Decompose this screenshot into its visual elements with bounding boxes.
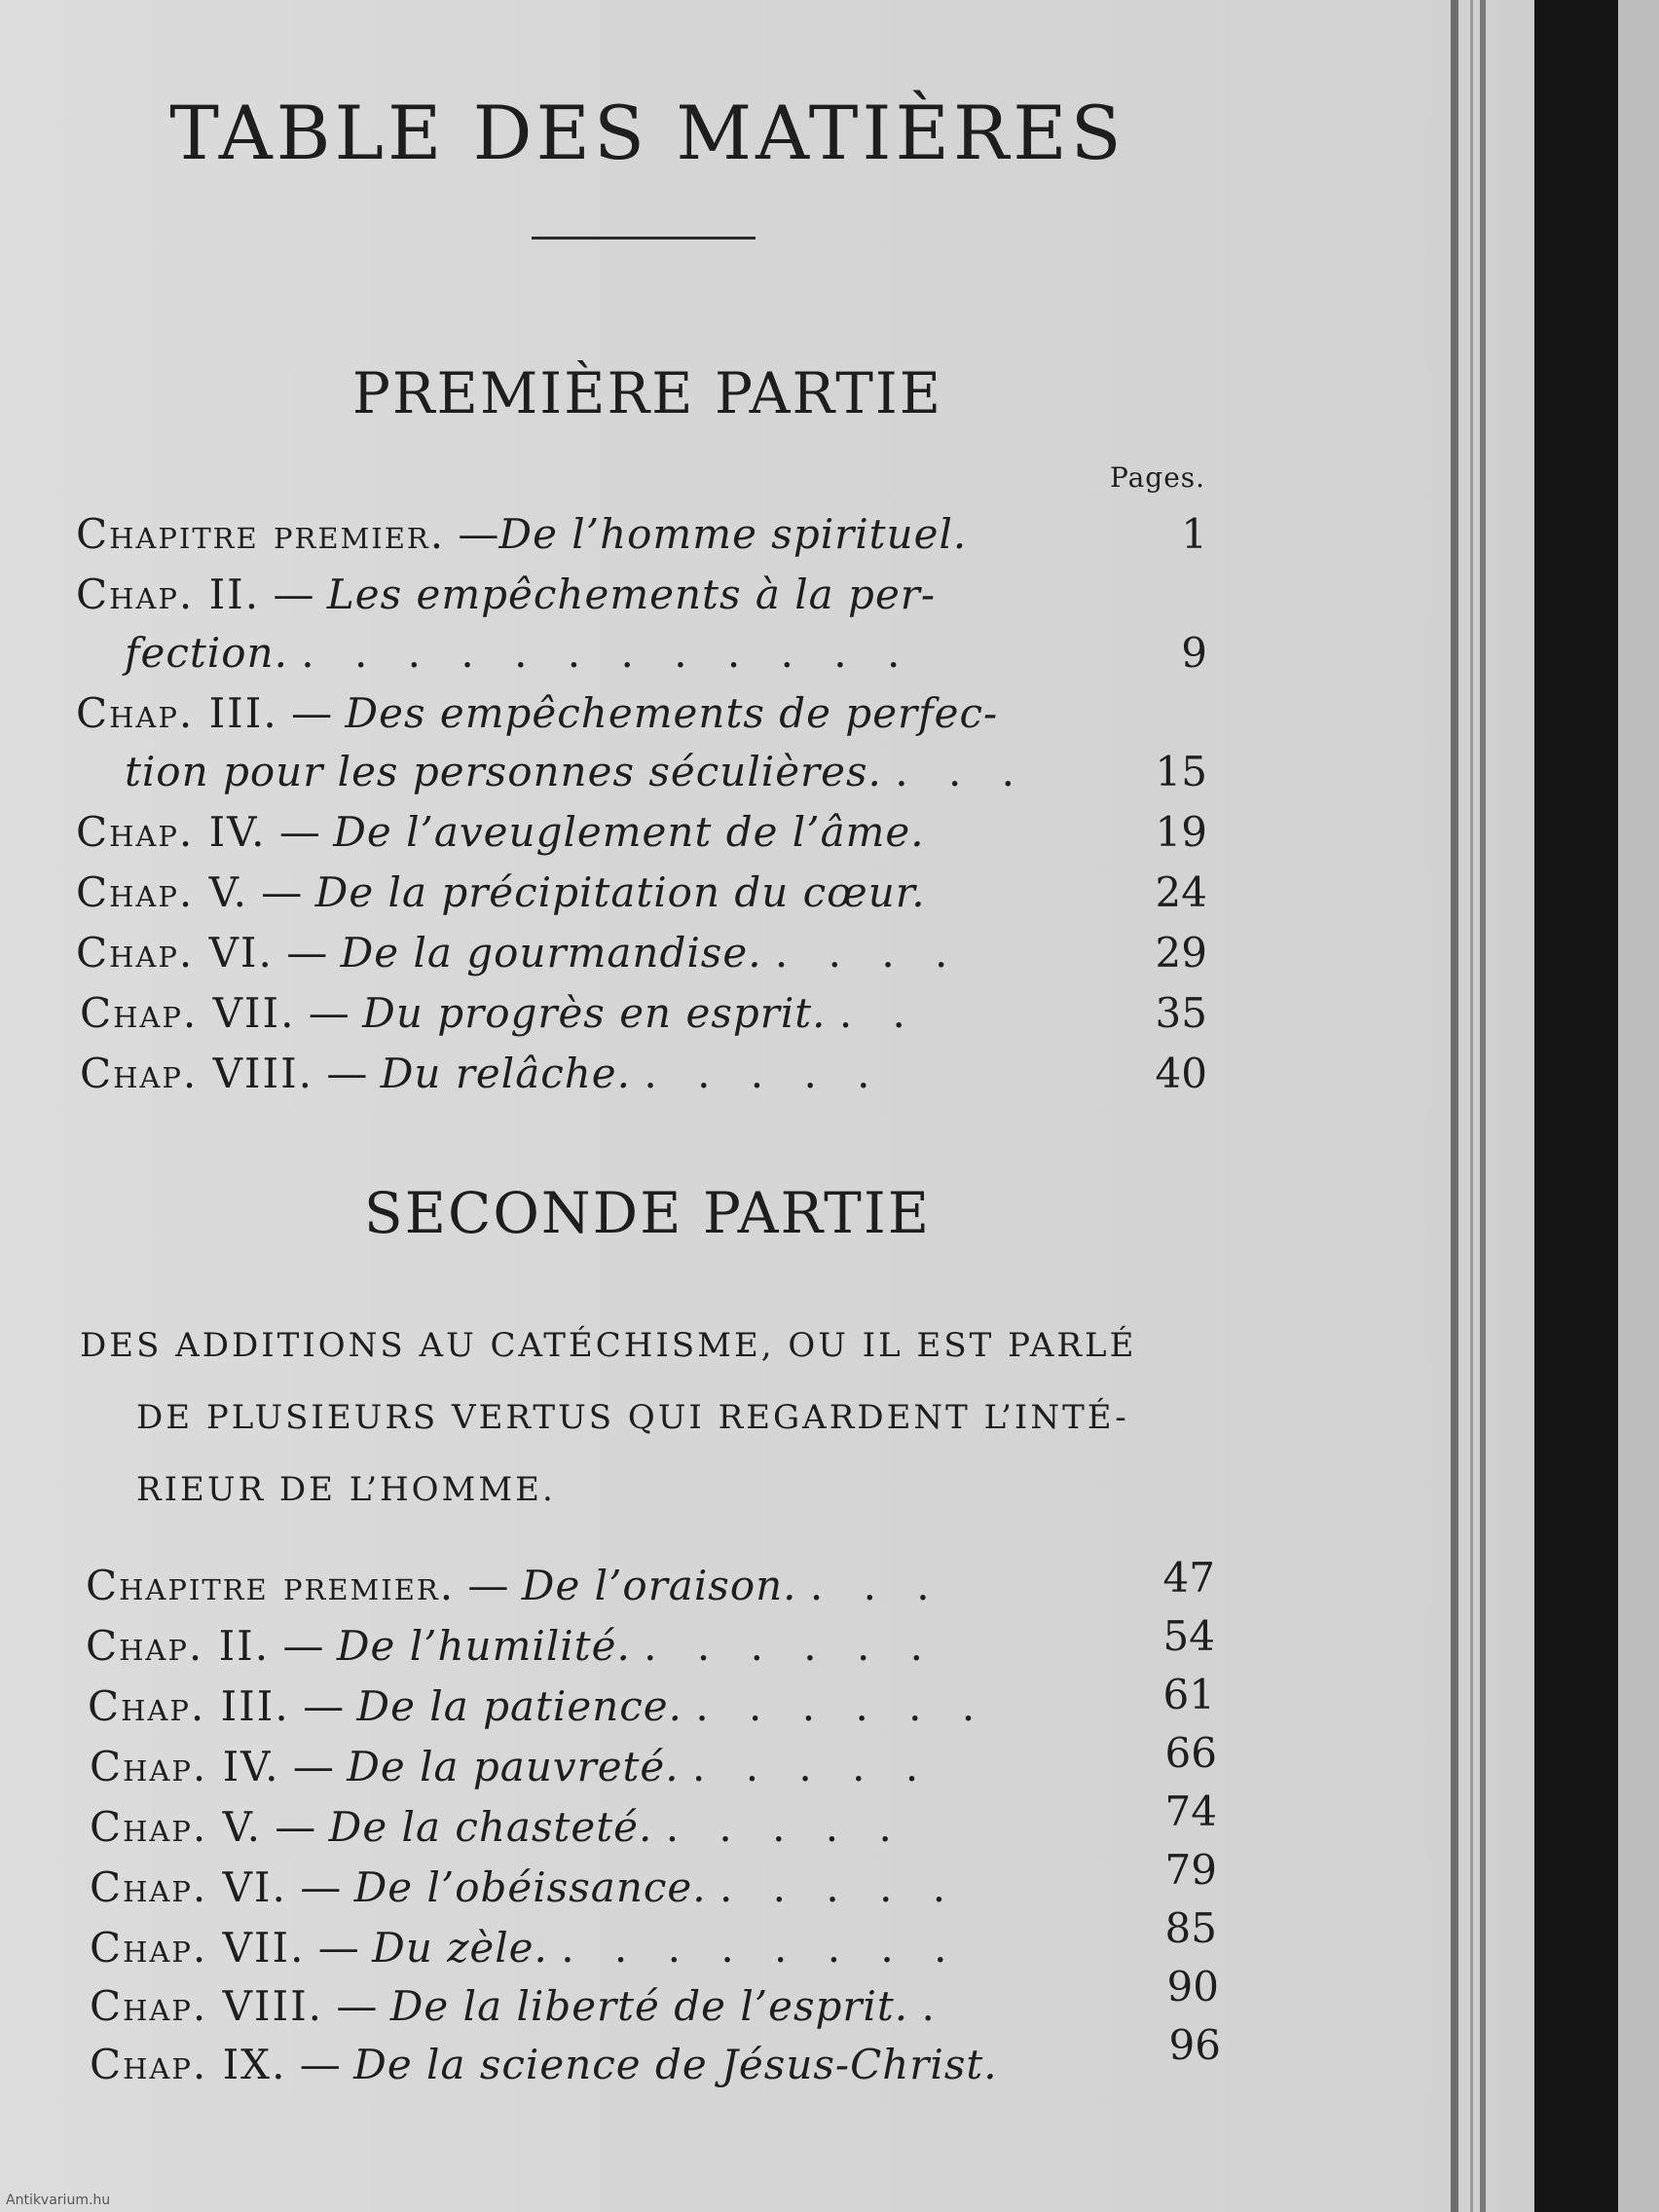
toc-entry[interactable] xyxy=(76,808,925,856)
watermark: Antikvarium.hu xyxy=(6,2193,111,2208)
chapter-label: Chap. IV. xyxy=(76,808,267,856)
leader-dots: . . . . xyxy=(774,929,962,977)
page-number: 47 xyxy=(1162,1554,1215,1602)
leader-dots: . . . . . . . . xyxy=(561,1924,961,1972)
page-edge-gap xyxy=(1499,0,1534,2212)
part-subtitle-line: RIEUR DE L’HOMME. xyxy=(136,1470,556,1509)
chapter-title: Les empêchements à la per- xyxy=(326,571,937,618)
toc-entry[interactable] xyxy=(76,929,962,977)
chapter-label: Chap. IX. xyxy=(90,2041,287,2088)
page-edge xyxy=(1451,0,1458,2212)
separator: — xyxy=(266,808,334,856)
chapter-title-cont: tion pour les personnes séculières. xyxy=(125,748,882,795)
page-number: 35 xyxy=(1155,989,1207,1037)
part-subtitle-line: DE PLUSIEURS VERTUS QUI REGARDENT L’INTÉ- xyxy=(136,1398,1129,1437)
pages-column-label: Pages. xyxy=(1110,461,1206,494)
toc-entry[interactable] xyxy=(76,571,937,618)
chapter-title: De l’humilité. xyxy=(336,1622,631,1670)
chapter-title: De la science de Jésus-Christ. xyxy=(353,2041,998,2088)
separator: — xyxy=(279,1743,348,1790)
toc-entry[interactable] xyxy=(90,1803,905,1851)
separator: — xyxy=(260,571,327,618)
toc-entry-continuation xyxy=(125,748,1029,795)
chapter-title: De la gourmandise. xyxy=(340,929,762,977)
toc-entry[interactable] xyxy=(80,1050,884,1097)
leader-dots: . . . . . xyxy=(719,1863,960,1911)
part-title-first: PREMIÈRE PARTIE xyxy=(351,360,943,426)
leader-dots: . . . xyxy=(809,1562,943,1609)
chapter-title: De la chasteté. xyxy=(328,1803,653,1851)
leader-dots: . xyxy=(921,1982,948,2030)
page-number: 15 xyxy=(1155,748,1207,795)
page-number: 79 xyxy=(1164,1846,1217,1894)
separator: — xyxy=(247,868,315,916)
separator: — xyxy=(455,1562,522,1609)
page-number: 9 xyxy=(1181,629,1207,677)
chapter-title: De l’homme spirituel. xyxy=(498,510,968,558)
chapter-title: De l’oraison. xyxy=(521,1562,797,1609)
chapter-label: Chap. II. xyxy=(86,1622,271,1670)
chapter-label: Chap. III. xyxy=(76,689,278,737)
toc-entry-continuation xyxy=(125,629,914,677)
page-number: 1 xyxy=(1181,510,1207,558)
toc-entry[interactable] xyxy=(76,689,999,737)
toc-entry[interactable] xyxy=(86,1622,938,1670)
toc-entry[interactable] xyxy=(90,2041,998,2088)
separator: — xyxy=(295,989,363,1037)
title-rule xyxy=(532,237,756,240)
part-subtitle-line: DES ADDITIONS AU CATÉCHISME, OU IL EST PARLÉ xyxy=(80,1326,1137,1365)
page-number: 61 xyxy=(1162,1671,1215,1718)
chapter-label: Chap. V. xyxy=(76,868,248,916)
leader-dots: . . xyxy=(838,989,919,1037)
separator: — xyxy=(273,929,341,977)
chapter-label: Chap. VII. xyxy=(80,989,296,1037)
page-number: 54 xyxy=(1162,1612,1215,1660)
chapter-label: Chapitre premier. xyxy=(86,1562,456,1609)
page-number: 74 xyxy=(1164,1788,1217,1835)
separator: — xyxy=(445,510,499,558)
leader-dots: . . . xyxy=(895,748,1029,795)
toc-entry[interactable] xyxy=(86,1562,943,1609)
chapter-title: Du zèle. xyxy=(372,1924,548,1972)
separator: — xyxy=(286,1863,354,1911)
separator: — xyxy=(305,1924,373,1972)
page-number: 40 xyxy=(1155,1050,1207,1097)
page-title: TABLE DES MATIÈRES xyxy=(169,90,1125,176)
toc-entry[interactable] xyxy=(76,510,968,558)
chapter-label: Chap. V. xyxy=(90,1803,262,1851)
page-edge xyxy=(1470,0,1473,2212)
leader-dots: . . . . . . . . . . . . xyxy=(301,629,914,677)
chapter-label: Chap. IV. xyxy=(90,1743,280,1790)
separator: — xyxy=(313,1050,381,1097)
chapter-title: Des empêchements de perfec- xyxy=(345,689,999,737)
leader-dots: . . . . . . xyxy=(644,1622,938,1670)
toc-entry[interactable] xyxy=(90,1743,933,1790)
chapter-title: Du progrès en esprit. xyxy=(362,989,827,1037)
page-number: 90 xyxy=(1166,1963,1219,2010)
separator: — xyxy=(270,1622,337,1670)
leader-dots: . . . . . xyxy=(692,1743,933,1790)
leader-dots: . . . . . xyxy=(665,1803,905,1851)
chapter-title: Du relâche. xyxy=(380,1050,632,1097)
toc-entry[interactable] xyxy=(76,868,926,916)
book-spine xyxy=(1534,0,1618,2212)
separator: — xyxy=(277,689,346,737)
book-spine-edge xyxy=(1618,0,1659,2212)
page-number: 19 xyxy=(1155,808,1207,856)
toc-entry[interactable] xyxy=(80,989,919,1037)
toc-entry[interactable] xyxy=(90,1982,948,2030)
chapter-title-cont: fection. xyxy=(125,629,288,677)
page-edge xyxy=(1480,0,1486,2212)
page-number: 24 xyxy=(1155,868,1207,916)
leader-dots: . . . . . . xyxy=(695,1682,989,1730)
chapter-label: Chap. VIII. xyxy=(90,1982,324,2030)
chapter-title: De la pauvreté. xyxy=(347,1743,680,1790)
part-title-second: SECONDE PARTIE xyxy=(363,1180,932,1246)
page-number: 66 xyxy=(1164,1729,1217,1777)
chapter-label: Chap. VIII. xyxy=(80,1050,314,1097)
page-number: 96 xyxy=(1168,2021,1221,2069)
separator: — xyxy=(323,1982,390,2030)
chapter-title: De la patience. xyxy=(356,1682,682,1730)
chapter-title: De l’obéissance. xyxy=(353,1863,707,1911)
page-number: 29 xyxy=(1155,929,1207,977)
separator: — xyxy=(261,1803,329,1851)
chapter-label: Chap. VI. xyxy=(76,929,274,977)
chapter-title: De la liberté de l’esprit. xyxy=(389,1982,909,2030)
chapter-title: De la précipitation du cœur. xyxy=(314,868,926,916)
toc-entry[interactable] xyxy=(90,1924,961,1972)
toc-entry[interactable] xyxy=(90,1863,960,1911)
separator: — xyxy=(289,1682,357,1730)
chapter-title: De l’aveuglement de l’âme. xyxy=(333,808,925,856)
chapter-label: Chap. VI. xyxy=(90,1863,287,1911)
page-number: 85 xyxy=(1164,1904,1217,1952)
separator: — xyxy=(286,2041,354,2088)
chapter-label: Chapitre premier. xyxy=(76,510,446,558)
toc-entry[interactable] xyxy=(88,1682,989,1730)
leader-dots: . . . . . xyxy=(644,1050,884,1097)
chapter-label: Chap. III. xyxy=(88,1682,290,1730)
chapter-label: Chap. VII. xyxy=(90,1924,306,1972)
chapter-label: Chap. II. xyxy=(76,571,261,618)
